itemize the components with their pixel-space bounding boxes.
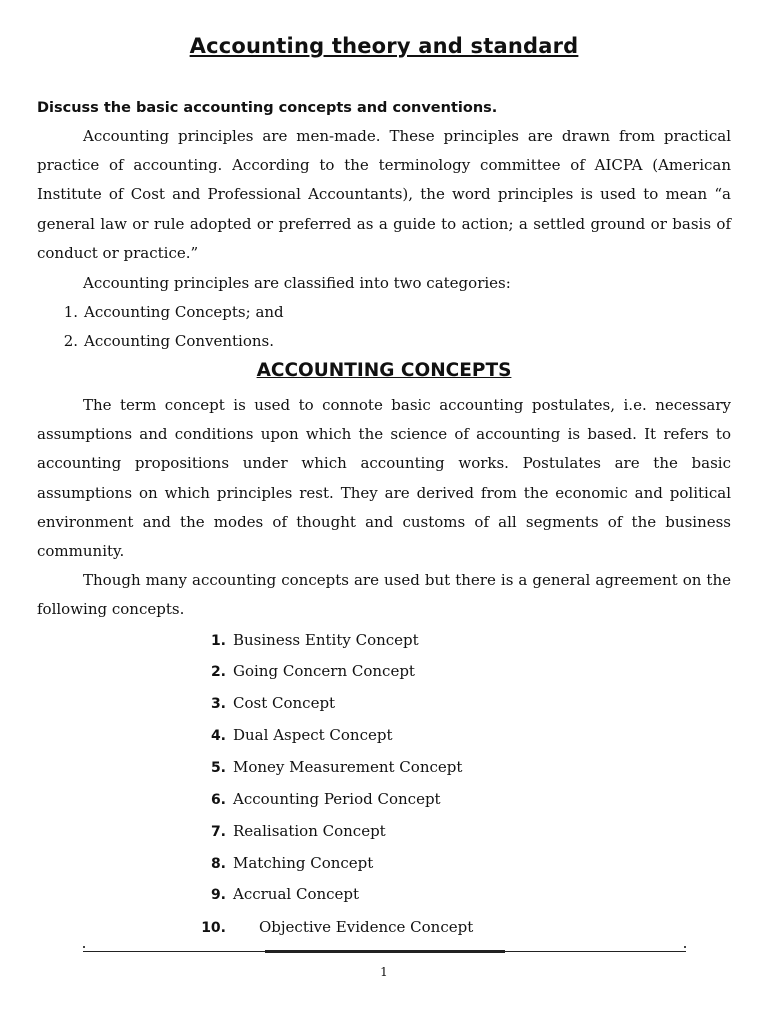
- concept-number: 3.: [210, 696, 226, 712]
- category-item-conventions: [56, 332, 274, 350]
- page-number: 1: [380, 965, 388, 979]
- concept-text: Cost Concept: [233, 694, 336, 712]
- classification-sentence: Accounting principles are classified into two categories:: [83, 274, 511, 292]
- concept-text: Objective Evidence Concept: [259, 918, 474, 936]
- section-heading-accounting-concepts: ACCOUNTING CONCEPTS: [256, 360, 512, 381]
- intro-paragraph: Accounting principles are men-made. These principles are drawn from practical practice of accounting. According to the terminology committee of AICPA (American Institute of Cost and Professional Accountants), the word principles is used to mean “a general law or rule adopted or preferred as a guide to action; a settled ground or basis of conduct or practice.”: [37, 127, 731, 262]
- footer-rule-marker-left: [83, 946, 85, 948]
- footer-rule-marker-right: [684, 946, 686, 948]
- concept-text: Dual Aspect Concept: [233, 726, 393, 744]
- concept-list-item: [200, 790, 441, 808]
- concept-number: 2.: [210, 664, 226, 680]
- concept-text: Accrual Concept: [233, 885, 360, 903]
- concept-list-item: [190, 918, 473, 936]
- category-item-concepts: [56, 303, 284, 321]
- concept-list-item: [200, 854, 373, 872]
- category-text: Accounting Conventions.: [84, 332, 275, 350]
- concept-number: 1.: [210, 633, 226, 649]
- concept-number: 7.: [210, 824, 226, 840]
- concept-list-item: [200, 822, 386, 840]
- agreement-paragraph: Though many accounting concepts are used but there is a general agreement on the following concepts.: [37, 571, 731, 619]
- concept-number: 4.: [210, 728, 226, 744]
- concept-text: Money Measurement Concept: [233, 758, 463, 776]
- category-number: 2.: [63, 332, 78, 350]
- concept-text: Realisation Concept: [233, 822, 386, 840]
- category-text: Accounting Concepts; and: [84, 303, 284, 321]
- concept-list-item: [200, 662, 415, 680]
- concept-number: 8.: [210, 856, 226, 872]
- concept-number: 10.: [201, 920, 226, 936]
- concept-text: Going Concern Concept: [233, 662, 415, 680]
- concept-text: Business Entity Concept: [233, 631, 419, 649]
- document-title: Accounting theory and standard: [189, 34, 579, 58]
- concept-list-item: [200, 631, 419, 649]
- concept-number: 5.: [210, 760, 226, 776]
- concept-text: Matching Concept: [233, 854, 374, 872]
- concept-list-item: [200, 885, 359, 903]
- concept-definition-paragraph: The term concept is used to connote basic accounting postulates, i.e. necessary assumptions and conditions upon which the science of accounting is based. It refers to accounting propositions under which accounting works. Postulates are the basic assumptions on which principles rest. They are derived from the economic and political environment and the modes of thought and customs of all segments of the business community.: [37, 396, 731, 561]
- concept-text: Accounting Period Concept: [233, 790, 441, 808]
- concept-number: 6.: [210, 792, 226, 808]
- category-number: 1.: [63, 303, 78, 321]
- concept-number: 9.: [210, 887, 226, 903]
- question-heading: Discuss the basic accounting concepts and conventions.: [37, 100, 498, 116]
- footer-rule-emphasis: [265, 950, 505, 953]
- concept-list-item: [200, 726, 392, 744]
- concept-list-item: [200, 694, 335, 712]
- concept-list-item: [200, 758, 462, 776]
